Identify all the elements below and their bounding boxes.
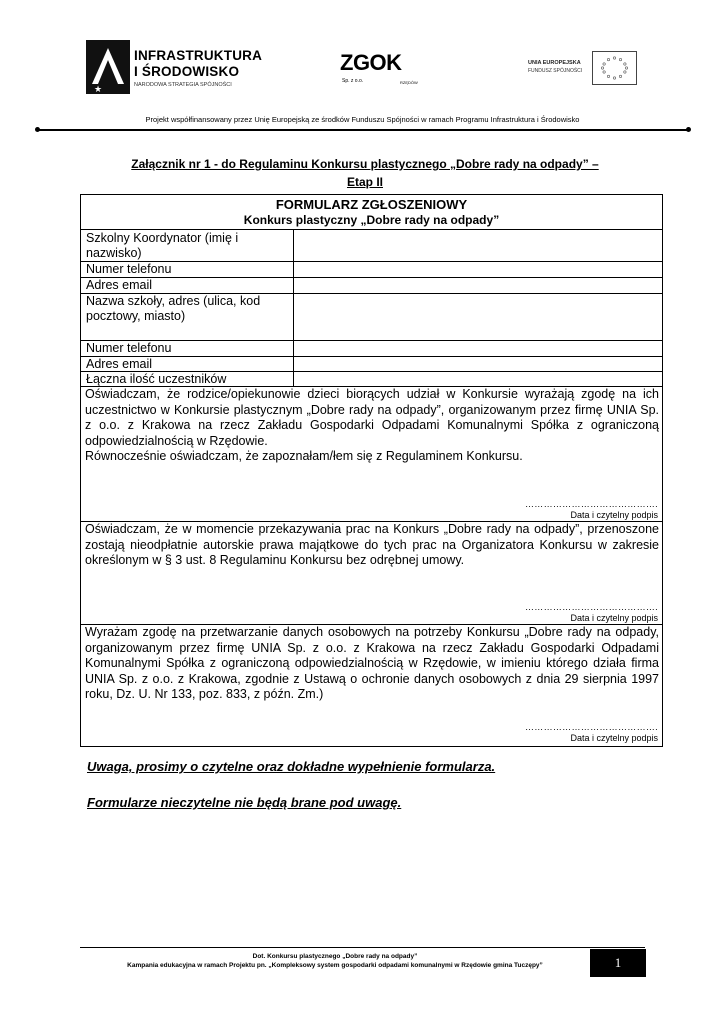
field-label-phone: Numer telefonu <box>86 262 172 276</box>
note-fill-legibly: Uwaga, prosimy o czytelne oraz dokładne wypełnienie formularza. <box>87 759 496 774</box>
declaration-3-text: Wyrażam zgodę na przetwarzanie danych osobowych na potrzeby Konkursu „Dobre rady na odpady, organizowanym przez firmę UNIA Sp. z o.o. z Krakowa na rzecz Zakładu Gospodarki Odpadami Komunalnymi Spółka z ograniczoną odpowiedzialnością w Rzędowie, w imieniu którego działa firma UNIA Sp. z o.o. z Krakowa, zgodnie z Ustawą o ochronie danych osobowych z dnia 29 sierpnia 1997 roku, Dz. U. Nr 133, poz. 833, z późn. Zm.) <box>85 625 659 701</box>
logo-mid-place: RZĘDÓW <box>400 80 418 85</box>
infrastruktura-logo-icon <box>86 40 130 94</box>
logo-mid-sub: Sp. z o.o. <box>342 78 364 84</box>
divider-dot-left <box>35 127 40 132</box>
signature-line-1[interactable]: ……………………………………. <box>524 499 658 509</box>
field-input-school-phone[interactable] <box>294 341 661 356</box>
field-input-school[interactable] <box>294 294 661 340</box>
logo-left-line3: NARODOWA STRATEGIA SPÓJNOŚCI <box>134 82 232 88</box>
registration-form <box>80 194 663 747</box>
signature-label-3: Data i czytelny podpis <box>570 733 658 743</box>
svg-text:★: ★ <box>94 85 103 94</box>
field-input-email[interactable] <box>294 278 661 293</box>
field-label-coordinator: Szkolny Koordynator (imię i nazwisko) <box>86 231 239 260</box>
field-label-email: Adres email <box>86 278 152 292</box>
cofinancing-note: Projekt współfinansowany przez Unię Europejską ze środków Funduszu Spójności w ramach Programu Infrastruktura i Środowisko <box>145 115 580 124</box>
signature-line-3[interactable]: ……………………………………. <box>524 722 658 732</box>
field-input-coordinator[interactable] <box>294 230 661 261</box>
declaration-1-text: Oświadczam, że rodzice/opiekunowie dzieci biorących udział w Konkursie wyrażają zgodę na ich uczestnictwo w Konkursie plastycznym „Dobre rady na odpady”, organizowanym przez firmę UNIA Sp. z o.o. z Krakowa na rzecz Zakładu Gospodarki Odpadami Komunalnymi Spółka z ograniczoną odpowiedzialnością w Rzędowie. <box>85 387 659 448</box>
field-label-school-phone: Numer telefonu <box>86 341 172 355</box>
logo-zgok <box>340 50 430 90</box>
logo-right-line2: FUNDUSZ SPÓJNOŚCI <box>528 68 583 74</box>
declaration-2-text: Oświadczam, że w momencie przekazywania prac na Konkurs „Dobre rady na odpady”, przenoszone zostają nieodpłatnie autorskie prawa majątkowe do tych prac na Organizatora Konkursu w zakresie określonym w § 3 ust. 8 Regulaminu Konkursu bez odrębnej umowy. <box>85 522 659 567</box>
header-divider <box>38 129 688 131</box>
divider-dot-right <box>686 127 691 132</box>
field-label-school-email: Adres email <box>86 357 152 371</box>
logo-right-line1: UNIA EUROPEJSKA <box>528 60 581 66</box>
footer-line2: Kampania edukacyjna w ramach Projektu pn. „Kompleksowy system gospodarki odpadami komunalnymi w Rzędowie gmina Tuczępy” <box>127 962 543 969</box>
document-title: Załącznik nr 1 - do Regulaminu Konkursu plastycznego „Dobre rady na odpady” – <box>131 157 599 171</box>
declaration-copyright <box>85 522 659 569</box>
logo-infrastruktura <box>82 38 262 98</box>
logo-mid-name: ZGOK <box>340 50 402 75</box>
field-label-school: Nazwa szkoły, adres (ulica, kod pocztowy, miasto) <box>86 294 261 323</box>
field-input-phone[interactable] <box>294 262 661 277</box>
signature-line-2[interactable]: ……………………………………. <box>524 602 658 612</box>
signature-label-1: Data i czytelny podpis <box>570 510 658 520</box>
field-label-participants: Łączna ilość uczestników <box>86 372 227 386</box>
footer-divider <box>80 947 645 948</box>
eu-flag-icon <box>592 51 637 85</box>
field-input-school-email[interactable] <box>294 357 661 371</box>
form-heading: FORMULARZ ZGŁOSZENIOWY <box>275 197 468 212</box>
page-number: 1 <box>590 949 646 977</box>
logo-left-line1: INFRASTRUKTURA <box>134 48 263 63</box>
declaration-1-rules: Równocześnie oświadczam, że zapoznałam/łem się z Regulaminem Konkursu. <box>85 449 523 463</box>
field-input-participants[interactable] <box>294 372 661 386</box>
declaration-personal-data <box>85 625 659 703</box>
form-subheading: Konkurs plastyczny „Dobre rady na odpady” <box>243 213 500 227</box>
declaration-consent-parents <box>85 387 659 465</box>
document-title-stage: Etap II <box>346 175 383 189</box>
signature-label-2: Data i czytelny podpis <box>570 613 658 623</box>
logo-unia-europejska <box>522 50 642 86</box>
footer-line1: Dot. Konkursu plastycznego „Dobre rady na odpady” <box>252 953 418 960</box>
note-illegible-rejected: Formularze nieczytelne nie będą brane pod uwagę. <box>87 795 402 810</box>
logo-left-line2: I ŚRODOWISKO <box>134 64 240 79</box>
